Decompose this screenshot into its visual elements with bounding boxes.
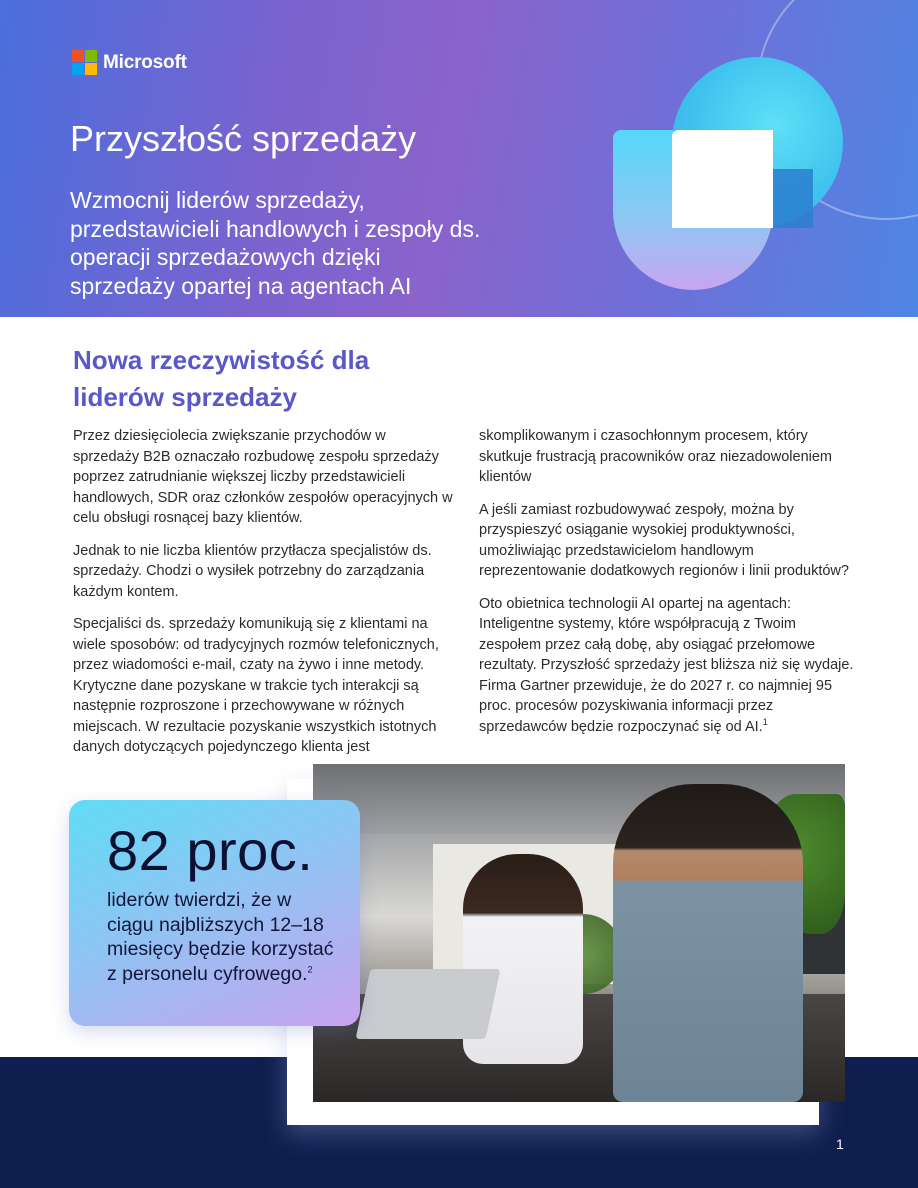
page-subtitle: Wzmocnij liderów sprzedaży, przedstawicieli handlowych i zespoły ds. operacji sprzedażowych dzięki sprzedaży opartej na agentach AI — [70, 187, 481, 299]
decorative-square-shadow — [773, 169, 813, 228]
paragraph: Przez dziesięciolecia zwiększanie przychodów w sprzedaży B2B oznaczało rozbudowę zespołu sprzedaży poprzez zatrudnianie większej liczby przedstawicieli handlowych, SDR oraz członków zespołów operacyjnych w celu obsługi rosnącej bazy klientów. — [73, 428, 453, 526]
left-column — [73, 426, 453, 770]
paragraph: Specjaliści ds. sprzedaży komunikują się z klientami na wiele sposobów: od tradycyjnych rozmów telefonicznych, przez wiadomości e-mail, czaty na żywo i inne metody. Krytyczne dane pozyskane w trakcie tych interakcji są następnie rozproszone i przechowywane w różnych miejscach. W rezultacie pozyskanie wszystkich istotnych danych dotyczących pojedynczego klienta jest — [73, 616, 439, 755]
footnote-marker: 1 — [762, 716, 768, 727]
paragraph — [479, 594, 854, 738]
stat-description — [107, 888, 337, 986]
microsoft-logo — [72, 50, 187, 75]
right-column — [479, 426, 854, 749]
paragraph: Jednak to nie liczba klientów przytłacza specjalistów ds. sprzedaży. Chodzi o wysiłek potrzebny do zarządzania każdym kontem. — [73, 542, 432, 600]
stat-callout — [69, 800, 360, 1026]
paragraph: A jeśli zamiast rozbudowywać zespoły, można by przyspieszyć osiąganie wysokiej produktywności, umożliwiając przedstawicielom handlowym reprezentowanie dodatkowych regionów i linii produktów? — [479, 501, 849, 579]
stat-text: liderów twierdzi, że w ciągu najbliższych 12–18 miesięcy będzie korzystać z personelu cyfrowego. — [107, 889, 334, 985]
section-title: Nowa rzeczywistość dla liderów sprzedaży — [73, 345, 370, 412]
decorative-square — [672, 130, 773, 228]
page-title: Przyszłość sprzedaży — [70, 118, 417, 159]
microsoft-logo-icon — [72, 50, 97, 75]
footnote-marker: 2 — [307, 964, 313, 974]
paragraph: skomplikowanym i czasochłonnym procesem, który skutkuje frustracją pracowników oraz niezadowoleniem klientów — [479, 428, 832, 485]
hero-banner — [0, 0, 918, 317]
stat-number: 82 proc. — [107, 819, 314, 882]
page-number: 1 — [836, 1136, 844, 1152]
office-meeting-photo — [313, 764, 845, 1102]
brand-name: Microsoft — [103, 51, 187, 73]
paragraph-text: Oto obietnica technologii AI opartej na agentach: Inteligentne systemy, które współpracują z Twoim zespołem przez całą dobę, aby osiągać przełomowe rezultaty. Przyszłość sprzedaży jest bliższa niż się wydaje. Firma Gartner przewiduje, że do 2027 r. co najmniej 95 proc. procesów pozyskiwania informacji przez sprzedawców będzie rozpoczynać się od AI. — [479, 595, 854, 735]
